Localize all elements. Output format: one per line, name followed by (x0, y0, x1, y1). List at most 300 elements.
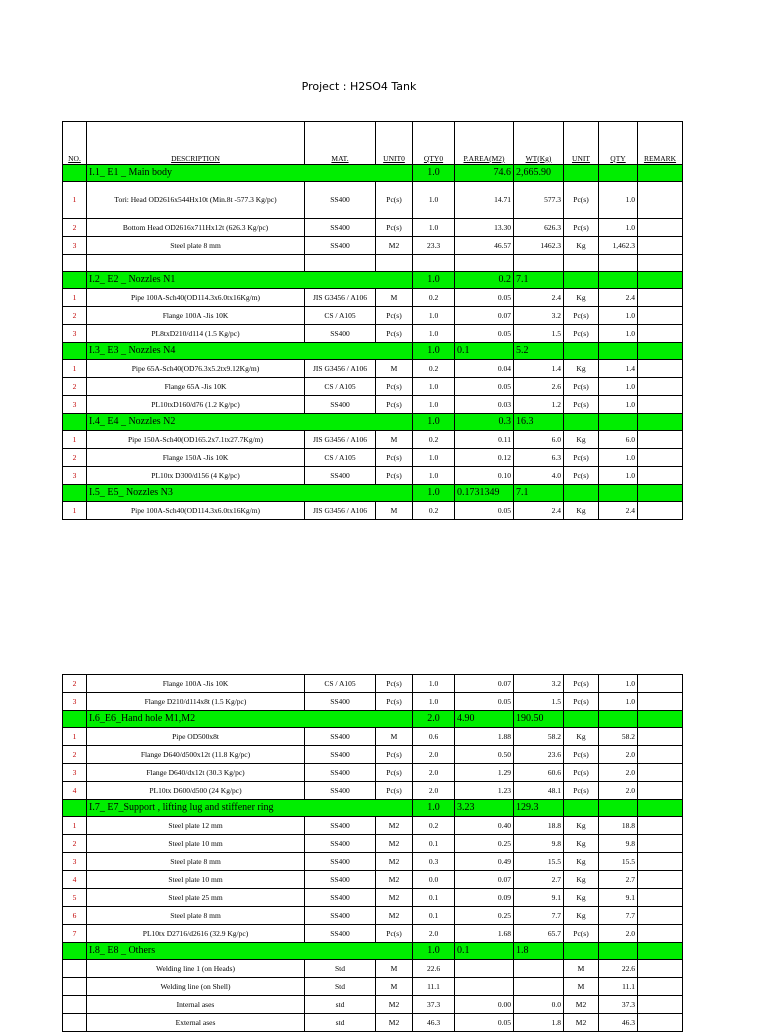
item-qty0: 1.0 (413, 396, 455, 414)
item-unit: M2 (564, 996, 599, 1014)
item-qty: 1.0 (599, 182, 638, 219)
item-qty0: 0.2 (413, 360, 455, 378)
item-no: 7 (63, 925, 87, 943)
item-qty0: 1.0 (413, 693, 455, 711)
item-material: JIS G3456 / A106 (305, 289, 376, 307)
item-row (63, 467, 683, 485)
item-weight: 48.1 (514, 782, 564, 800)
item-unit0: M (376, 360, 413, 378)
section-row (63, 711, 683, 728)
section-row (63, 943, 683, 960)
item-description: Flange 100A -Jis 10K (87, 675, 305, 693)
item-description: Pipe 100A-Sch40(OD114.3x6.0tx16Kg/m) (87, 502, 305, 520)
item-no: 1 (63, 728, 87, 746)
item-remark (638, 889, 683, 907)
item-no: 1 (63, 817, 87, 835)
item-paint-area: 0.11 (455, 431, 514, 449)
item-qty: 2.0 (599, 746, 638, 764)
section-row (63, 165, 683, 182)
item-weight: 1.4 (514, 360, 564, 378)
item-weight: 3.2 (514, 307, 564, 325)
item-remark (638, 871, 683, 889)
empty-cell (564, 485, 599, 502)
section-title: I.7_ E7_Support , lifting lug and stiffener ring (87, 800, 413, 817)
item-no: 6 (63, 907, 87, 925)
item-description: Welding line (on Shell) (87, 978, 305, 996)
section-row (63, 343, 683, 360)
item-material: CS / A105 (305, 307, 376, 325)
item-unit0: M2 (376, 889, 413, 907)
section-title: I.1_ E1 _ Main body (87, 165, 413, 182)
empty-cell (63, 272, 87, 289)
item-material: Std (305, 960, 376, 978)
item-remark (638, 325, 683, 343)
empty-cell (638, 255, 683, 272)
item-unit: Pc(s) (564, 925, 599, 943)
empty-cell (599, 711, 638, 728)
item-weight: 65.7 (514, 925, 564, 943)
item-material: CS / A105 (305, 675, 376, 693)
item-weight: 1.2 (514, 396, 564, 414)
item-unit0: Pc(s) (376, 693, 413, 711)
item-remark (638, 728, 683, 746)
item-no: 2 (63, 219, 87, 237)
item-qty: 2.0 (599, 925, 638, 943)
section-weight: 5.2 (514, 343, 564, 360)
item-row (63, 889, 683, 907)
item-no: 3 (63, 693, 87, 711)
item-qty0: 1.0 (413, 325, 455, 343)
item-description: Steel plate 10 mm (87, 835, 305, 853)
empty-cell (599, 943, 638, 960)
item-unit: Pc(s) (564, 764, 599, 782)
item-unit0: M2 (376, 996, 413, 1014)
item-weight (514, 978, 564, 996)
item-row (63, 925, 683, 943)
item-qty: 1.0 (599, 396, 638, 414)
item-weight: 1462.3 (514, 237, 564, 255)
item-unit: Pc(s) (564, 467, 599, 485)
item-unit0: M2 (376, 871, 413, 889)
item-qty: 1,462.3 (599, 237, 638, 255)
item-unit0: M2 (376, 835, 413, 853)
item-row (63, 817, 683, 835)
item-material: std (305, 996, 376, 1014)
empty-cell (599, 414, 638, 431)
section-paint-area: 3.23 (455, 800, 514, 817)
header-unit0: UNIT0 (376, 122, 413, 165)
section-qty0: 2.0 (413, 711, 455, 728)
item-unit0: M2 (376, 237, 413, 255)
item-unit0: Pc(s) (376, 782, 413, 800)
item-no (63, 996, 87, 1014)
section-paint-area: 0.1731349 (455, 485, 514, 502)
item-paint-area: 0.05 (455, 693, 514, 711)
item-description: External ases (87, 1014, 305, 1032)
item-no: 2 (63, 675, 87, 693)
item-unit0: M (376, 728, 413, 746)
item-remark (638, 978, 683, 996)
item-paint-area: 0.05 (455, 1014, 514, 1032)
item-row (63, 1014, 683, 1032)
item-qty0: 0.1 (413, 907, 455, 925)
empty-cell (514, 255, 564, 272)
item-material: JIS G3456 / A106 (305, 431, 376, 449)
item-description: Pipe 150A-Sch40(OD165.2x7.1tx27.7Kg/m) (87, 431, 305, 449)
item-qty: 2.4 (599, 289, 638, 307)
item-row (63, 764, 683, 782)
item-weight: 2.4 (514, 289, 564, 307)
item-material: SS400 (305, 835, 376, 853)
header-unit: UNIT (564, 122, 599, 165)
empty-cell (63, 165, 87, 182)
item-material: SS400 (305, 467, 376, 485)
empty-cell (63, 943, 87, 960)
item-no: 4 (63, 782, 87, 800)
item-qty0: 2.0 (413, 782, 455, 800)
section-weight: 16.3 (514, 414, 564, 431)
item-row (63, 219, 683, 237)
item-unit0: M (376, 978, 413, 996)
item-paint-area: 0.25 (455, 835, 514, 853)
section-qty0: 1.0 (413, 272, 455, 289)
item-row (63, 675, 683, 693)
item-qty0: 46.3 (413, 1014, 455, 1032)
empty-cell (63, 800, 87, 817)
item-row (63, 728, 683, 746)
item-no: 2 (63, 835, 87, 853)
item-paint-area: 0.50 (455, 746, 514, 764)
item-row (63, 871, 683, 889)
header-remark: REMARK (638, 122, 683, 165)
header-weight: WT(Kg) (514, 122, 564, 165)
item-material: SS400 (305, 728, 376, 746)
item-qty: 6.0 (599, 431, 638, 449)
item-qty: 1.0 (599, 675, 638, 693)
section-title: I.8_ E8 _ Others (87, 943, 413, 960)
item-no: 3 (63, 467, 87, 485)
item-unit: Kg (564, 889, 599, 907)
item-remark (638, 675, 683, 693)
item-description: Flange D640/d500x12t (11.8 Kg/pc) (87, 746, 305, 764)
empty-cell (376, 255, 413, 272)
empty-cell (87, 255, 305, 272)
blank-row (63, 255, 683, 272)
item-unit: Kg (564, 728, 599, 746)
item-material: SS400 (305, 746, 376, 764)
item-unit0: M (376, 502, 413, 520)
item-unit: Pc(s) (564, 449, 599, 467)
item-qty0: 2.0 (413, 764, 455, 782)
item-qty0: 2.0 (413, 925, 455, 943)
item-qty: 37.3 (599, 996, 638, 1014)
section-paint-area: 0.1 (455, 343, 514, 360)
item-qty0: 0.1 (413, 835, 455, 853)
item-weight: 577.3 (514, 182, 564, 219)
item-weight: 58.2 (514, 728, 564, 746)
item-weight: 15.5 (514, 853, 564, 871)
item-row (63, 746, 683, 764)
item-unit0: Pc(s) (376, 675, 413, 693)
item-qty: 1.0 (599, 307, 638, 325)
item-qty: 11.1 (599, 978, 638, 996)
item-unit0: M (376, 289, 413, 307)
item-no: 2 (63, 378, 87, 396)
item-description: Flange D210/d114x8t (1.5 Kg/pc) (87, 693, 305, 711)
item-qty0: 37.3 (413, 996, 455, 1014)
empty-cell (638, 943, 683, 960)
item-weight: 23.6 (514, 746, 564, 764)
item-qty0: 0.2 (413, 289, 455, 307)
item-unit: Pc(s) (564, 182, 599, 219)
empty-cell (63, 711, 87, 728)
item-material: SS400 (305, 782, 376, 800)
item-no: 3 (63, 396, 87, 414)
empty-cell (305, 255, 376, 272)
item-unit0: Pc(s) (376, 746, 413, 764)
item-paint-area: 1.29 (455, 764, 514, 782)
empty-cell (455, 255, 514, 272)
item-description: Pipe OD500x8t (87, 728, 305, 746)
item-qty: 18.8 (599, 817, 638, 835)
section-title: I.4_ E4 _ Nozzles N2 (87, 414, 413, 431)
item-qty0: 1.0 (413, 307, 455, 325)
item-description: Pipe 100A-Sch40(OD114.3x6.0tx16Kg/m) (87, 289, 305, 307)
item-description: Steel plate 25 mm (87, 889, 305, 907)
item-description: Tori: Head OD2616x544Hx10t (Min.8t -577.3 Kg/pc) (87, 182, 305, 219)
header-qty: QTY (599, 122, 638, 165)
item-row (63, 449, 683, 467)
item-remark (638, 996, 683, 1014)
header-paint-area: P.AREA(M2) (455, 122, 514, 165)
item-qty: 1.0 (599, 467, 638, 485)
item-no (63, 1014, 87, 1032)
section-title: I.2_ E2 _ Nozzles N1 (87, 272, 413, 289)
item-unit0: M (376, 431, 413, 449)
empty-cell (564, 343, 599, 360)
item-no: 4 (63, 871, 87, 889)
item-paint-area: 0.05 (455, 325, 514, 343)
item-description: Flange 150A -Jis 10K (87, 449, 305, 467)
item-row (63, 907, 683, 925)
item-paint-area (455, 960, 514, 978)
item-no: 2 (63, 307, 87, 325)
item-no (63, 960, 87, 978)
empty-cell (564, 272, 599, 289)
item-weight: 9.8 (514, 835, 564, 853)
item-material: SS400 (305, 889, 376, 907)
item-qty0: 1.0 (413, 182, 455, 219)
item-remark (638, 360, 683, 378)
empty-cell (564, 165, 599, 182)
item-row (63, 502, 683, 520)
item-remark (638, 960, 683, 978)
item-row (63, 960, 683, 978)
item-unit: Kg (564, 289, 599, 307)
empty-cell (564, 800, 599, 817)
section-weight: 2,665.90 (514, 165, 564, 182)
empty-cell (599, 485, 638, 502)
item-no: 2 (63, 746, 87, 764)
item-unit: Kg (564, 871, 599, 889)
item-qty: 2.0 (599, 782, 638, 800)
item-description: Steel plate 12 mm (87, 817, 305, 835)
item-paint-area: 13.30 (455, 219, 514, 237)
item-row (63, 378, 683, 396)
item-paint-area (455, 978, 514, 996)
item-qty0: 1.0 (413, 378, 455, 396)
item-description: Flange 100A -Jis 10K (87, 307, 305, 325)
item-paint-area: 0.00 (455, 996, 514, 1014)
item-paint-area: 1.68 (455, 925, 514, 943)
item-row (63, 289, 683, 307)
item-row (63, 431, 683, 449)
item-paint-area: 0.05 (455, 378, 514, 396)
item-unit0: Pc(s) (376, 764, 413, 782)
item-unit0: M2 (376, 817, 413, 835)
item-material: SS400 (305, 871, 376, 889)
empty-cell (638, 414, 683, 431)
empty-cell (599, 165, 638, 182)
item-remark (638, 817, 683, 835)
item-unit0: Pc(s) (376, 925, 413, 943)
section-paint-area: 0.2 (455, 272, 514, 289)
item-description: Flange 65A -Jis 10K (87, 378, 305, 396)
item-unit0: Pc(s) (376, 307, 413, 325)
item-unit: Kg (564, 237, 599, 255)
item-unit: Kg (564, 431, 599, 449)
section-qty0: 1.0 (413, 343, 455, 360)
item-paint-area: 0.07 (455, 871, 514, 889)
item-unit0: Pc(s) (376, 396, 413, 414)
empty-cell (564, 414, 599, 431)
item-material: SS400 (305, 693, 376, 711)
item-paint-area: 0.40 (455, 817, 514, 835)
item-material: std (305, 1014, 376, 1032)
item-unit0: Pc(s) (376, 378, 413, 396)
item-material: CS / A105 (305, 378, 376, 396)
item-remark (638, 782, 683, 800)
item-qty0: 1.0 (413, 219, 455, 237)
item-qty0: 11.1 (413, 978, 455, 996)
item-description: Flange D640/dx12t (30.3 Kg/pc) (87, 764, 305, 782)
item-unit: Pc(s) (564, 325, 599, 343)
item-paint-area: 0.49 (455, 853, 514, 871)
section-title: I.5_ E5_ Nozzles N3 (87, 485, 413, 502)
item-weight (514, 960, 564, 978)
item-weight: 1.5 (514, 325, 564, 343)
section-weight: 7.1 (514, 485, 564, 502)
item-description: PL10tx D600/d500 (24 Kg/pc) (87, 782, 305, 800)
item-qty: 1.4 (599, 360, 638, 378)
item-no: 3 (63, 853, 87, 871)
item-description: Steel plate 10 mm (87, 871, 305, 889)
item-qty: 46.3 (599, 1014, 638, 1032)
item-qty0: 1.0 (413, 467, 455, 485)
item-no: 1 (63, 289, 87, 307)
item-unit0: Pc(s) (376, 467, 413, 485)
item-row (63, 782, 683, 800)
item-no: 1 (63, 502, 87, 520)
item-qty: 1.0 (599, 219, 638, 237)
item-weight: 9.1 (514, 889, 564, 907)
item-weight: 626.3 (514, 219, 564, 237)
item-qty: 1.0 (599, 693, 638, 711)
item-no: 3 (63, 764, 87, 782)
item-paint-area: 0.07 (455, 307, 514, 325)
item-qty: 1.0 (599, 325, 638, 343)
item-remark (638, 925, 683, 943)
item-weight: 18.8 (514, 817, 564, 835)
item-remark (638, 693, 683, 711)
item-weight: 1.5 (514, 693, 564, 711)
item-material: SS400 (305, 325, 376, 343)
item-material: Std (305, 978, 376, 996)
item-remark (638, 502, 683, 520)
item-qty: 22.6 (599, 960, 638, 978)
empty-cell (638, 272, 683, 289)
item-paint-area: 0.25 (455, 907, 514, 925)
section-row (63, 414, 683, 431)
empty-cell (638, 711, 683, 728)
item-remark (638, 237, 683, 255)
section-weight: 1.8 (514, 943, 564, 960)
item-material: SS400 (305, 182, 376, 219)
item-material: SS400 (305, 853, 376, 871)
item-no: 5 (63, 889, 87, 907)
section-qty0: 1.0 (413, 800, 455, 817)
item-remark (638, 907, 683, 925)
item-description: Internal ases (87, 996, 305, 1014)
header-description: DESCRIPTION (87, 122, 305, 165)
item-description: PL10tx D300/d156 (4 Kg/pc) (87, 467, 305, 485)
item-unit: Pc(s) (564, 378, 599, 396)
item-unit: Pc(s) (564, 782, 599, 800)
item-weight: 2.6 (514, 378, 564, 396)
item-paint-area: 0.09 (455, 889, 514, 907)
item-remark (638, 764, 683, 782)
empty-cell (564, 943, 599, 960)
header-material: MAT. (305, 122, 376, 165)
item-unit: Pc(s) (564, 675, 599, 693)
item-description: Steel plate 8 mm (87, 853, 305, 871)
item-qty: 2.4 (599, 502, 638, 520)
item-paint-area: 1.88 (455, 728, 514, 746)
empty-cell (63, 485, 87, 502)
section-row (63, 485, 683, 502)
item-no: 1 (63, 182, 87, 219)
item-qty0: 22.6 (413, 960, 455, 978)
empty-cell (599, 800, 638, 817)
item-row (63, 325, 683, 343)
section-title: I.6_E6_Hand hole M1,M2 (87, 711, 413, 728)
item-unit: M (564, 960, 599, 978)
item-row (63, 396, 683, 414)
empty-cell (638, 800, 683, 817)
item-no: 1 (63, 360, 87, 378)
item-unit0: Pc(s) (376, 449, 413, 467)
item-unit: Pc(s) (564, 307, 599, 325)
item-material: SS400 (305, 817, 376, 835)
header-row (63, 122, 683, 165)
item-remark (638, 182, 683, 219)
item-remark (638, 431, 683, 449)
bom-table-page-2 (62, 674, 683, 1032)
item-remark (638, 467, 683, 485)
item-weight: 60.6 (514, 764, 564, 782)
header-qty0: QTY0 (413, 122, 455, 165)
item-description: Welding line 1 (on Heads) (87, 960, 305, 978)
